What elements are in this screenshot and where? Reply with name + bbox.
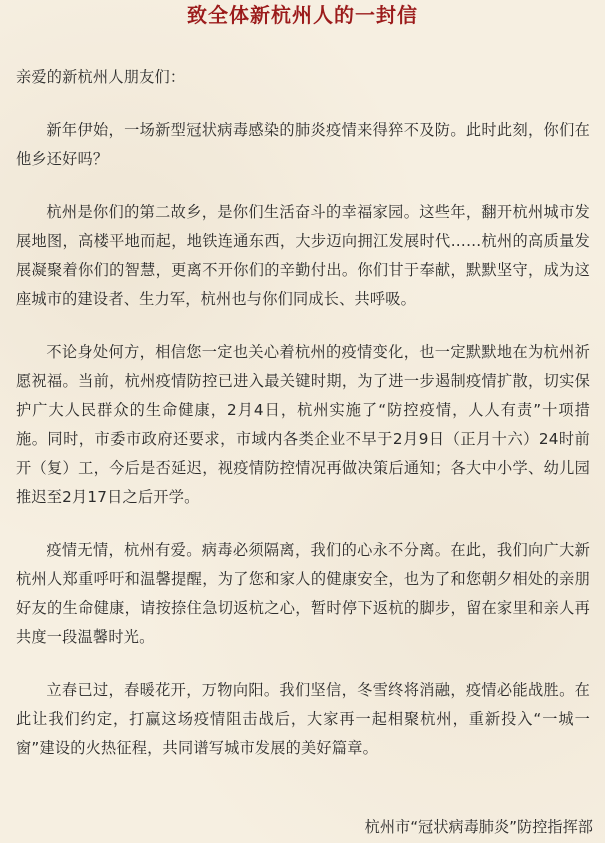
paragraph-3: 不论身处何方，相信您一定也关心着杭州的疫情变化，也一定默默地在为杭州祈愿祝福。当前，杭州疫情防控已进入最关键时期，为了进一步遏制疫情扩散，切实保护广大人民群众的生命健康，2月4日，杭州实施了“防控疫情，人人有责”十项措施。同时，市委市政府还要求，市域内各类企业不早于2月9日（正月十六）24时前开（复）工，今后是否延迟，视疫情防控情况再做决策后通知；各大中小学、幼儿园推迟至2月17日之后开学。 xyxy=(16,343,590,506)
signature: 杭州市“冠状病毒肺炎”防控指挥部 xyxy=(364,818,593,836)
paragraph-2: 杭州是你们的第二故乡，是你们生活奋斗的幸福家园。这些年，翻开杭州城市发展地图，高楼平地而起，地铁连通东西，大步迈向拥江发展时代……杭州的高质量发展凝聚着你们的智慧，更离不开你们的辛勤付出。你们甘于奉献，默默坚守，成为这座城市的建设者、生力军，杭州也与你们同成长、共呼吸。 xyxy=(16,203,590,308)
paragraph-1: 新年伊始，一场新型冠状病毒感染的肺炎疫情来得猝不及防。此时此刻，你们在他乡还好吗？ xyxy=(16,121,590,168)
letter-title: 致全体新杭州人的一封信 xyxy=(187,3,418,27)
paragraph-5: 立春已过，春暖花开，万物向阳。我们坚信，冬雪终将消融，疫情必能战胜。在此让我们约定，打赢这场疫情阻击战后，大家再一起相聚杭州，重新投入“一城一窗”建设的火热征程，共同谱写城市发展的美好篇章。 xyxy=(16,681,590,757)
paragraph-4: 疫情无情，杭州有爱。病毒必须隔离，我们的心永不分离。在此，我们向广大新杭州人郑重呼吁和温馨提醒，为了您和家人的健康安全，也为了和您朝夕相处的亲朋好友的生命健康，请按捺住急切返杭之心，暂时停下返杭的脚步，留在家里和亲人再共度一段温馨时光。 xyxy=(16,541,590,646)
letter-body xyxy=(16,63,590,787)
salutation: 亲爱的新杭州人朋友们： xyxy=(16,68,186,86)
